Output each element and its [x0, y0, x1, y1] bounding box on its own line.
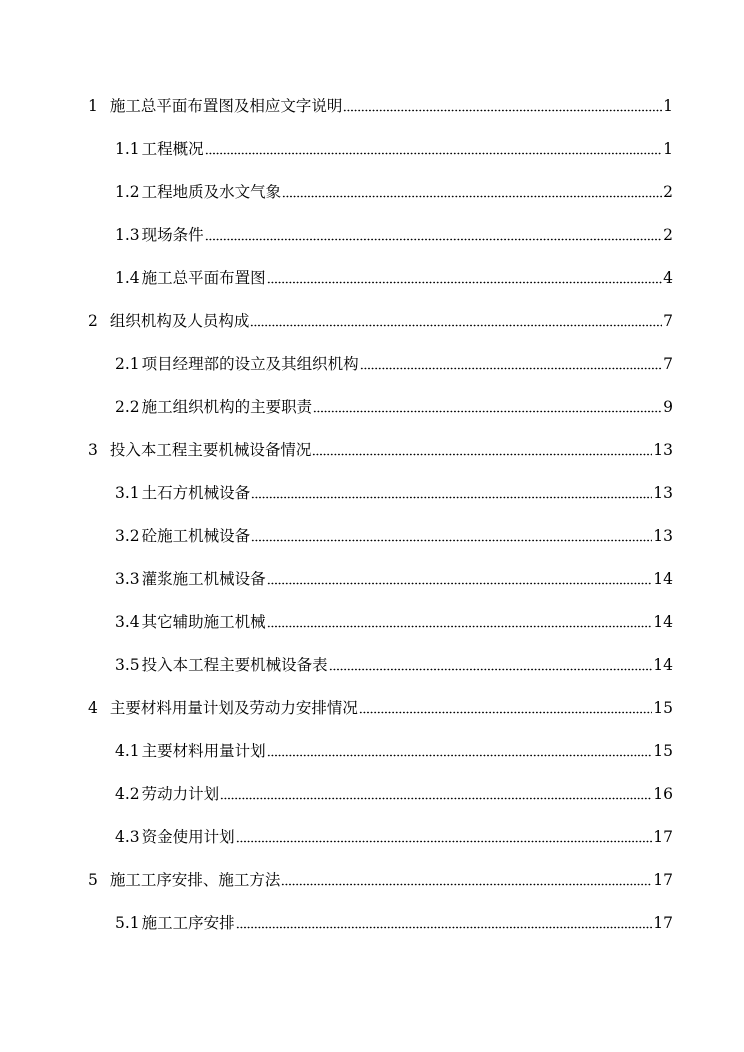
- toc-entry-number: 2: [88, 312, 98, 330]
- toc-entry-title: 灌浆施工机械设备: [141, 570, 266, 588]
- toc-entry-page: 2: [663, 183, 673, 201]
- toc-entry-number: 5.1: [115, 914, 140, 932]
- toc-dot-leader: [220, 797, 652, 800]
- toc-dot-leader: [251, 539, 652, 542]
- toc-dot-leader: [329, 668, 653, 671]
- toc-entry-page: 16: [653, 785, 673, 803]
- toc-entry-title: 施工组织机构的主要职责: [141, 398, 313, 416]
- toc-entry[interactable]: [88, 92, 673, 116]
- toc-entry-page: 13: [653, 527, 673, 545]
- toc-entry-number: 3.1: [115, 484, 140, 502]
- toc-entry-number: 3.3: [115, 570, 140, 588]
- toc-entry-page: 2: [663, 226, 673, 244]
- toc-entry-page: 17: [653, 871, 673, 889]
- toc-entry-number: 1.4: [115, 269, 140, 287]
- toc-entry-page: 14: [653, 656, 673, 674]
- toc-entry-page: 14: [653, 570, 673, 588]
- toc-entry-number: 1.3: [115, 226, 140, 244]
- toc-entry-number: 2.1: [115, 355, 140, 373]
- toc-entry-title: 资金使用计划: [141, 828, 235, 846]
- toc-entry-title: 施工工序安排、施工方法: [109, 871, 281, 889]
- toc-entry[interactable]: [115, 479, 673, 503]
- toc-entry[interactable]: [115, 823, 673, 847]
- toc-entry-title: 其它辅助施工机械: [141, 613, 266, 631]
- toc-entry-page: 4: [663, 269, 673, 287]
- toc-dot-leader: [282, 195, 662, 198]
- toc-entry-number: 1.2: [115, 183, 140, 201]
- toc-entry[interactable]: [115, 522, 673, 546]
- toc-dot-leader: [360, 367, 662, 370]
- toc-entry-page: 15: [653, 742, 673, 760]
- toc-entry-page: 7: [663, 355, 673, 373]
- toc-entry-number: 3.2: [115, 527, 140, 545]
- toc-entry[interactable]: [115, 264, 673, 288]
- toc-entry[interactable]: [115, 221, 673, 245]
- toc-dot-leader: [236, 926, 653, 929]
- toc-entry-number: 4: [88, 699, 98, 717]
- toc-entry-title: 投入本工程主要机械设备表: [141, 656, 328, 674]
- toc-dot-leader: [205, 238, 662, 241]
- toc-entry[interactable]: [115, 608, 673, 632]
- toc-entry-page: 15: [653, 699, 673, 717]
- toc-dot-leader: [205, 152, 662, 155]
- toc-entry-number: 5: [88, 871, 98, 889]
- toc-entry-title: 现场条件: [141, 226, 204, 244]
- toc-entry-number: 4.3: [115, 828, 140, 846]
- toc-dot-leader: [312, 453, 652, 456]
- toc-entry-number: 2.2: [115, 398, 140, 416]
- toc-dot-leader: [267, 582, 653, 585]
- toc-dot-leader: [267, 281, 662, 284]
- toc-dot-leader: [251, 496, 652, 499]
- toc-entry[interactable]: [88, 307, 673, 331]
- toc-dot-leader: [267, 754, 653, 757]
- toc-entry[interactable]: [115, 651, 673, 675]
- toc-entry-page: 17: [653, 914, 673, 932]
- toc-entry[interactable]: [115, 178, 673, 202]
- toc-entry-title: 组织机构及人员构成: [109, 312, 250, 330]
- toc-entry-title: 施工总平面布置图及相应文字说明: [109, 97, 343, 115]
- toc-entry-number: 3: [88, 441, 98, 459]
- toc-entry[interactable]: [88, 436, 673, 460]
- toc-entry[interactable]: [115, 135, 673, 159]
- toc-entry-page: 13: [653, 441, 673, 459]
- toc-entry[interactable]: [88, 694, 673, 718]
- toc-entry-page: 1: [663, 97, 673, 115]
- toc-entry[interactable]: [115, 565, 673, 589]
- toc-entry-title: 项目经理部的设立及其组织机构: [141, 355, 359, 373]
- toc-entry-title: 工程地质及水文气象: [141, 183, 282, 201]
- toc-entry-title: 工程概况: [141, 140, 204, 158]
- toc-entry-page: 1: [663, 140, 673, 158]
- toc-entry-page: 14: [653, 613, 673, 631]
- toc-entry[interactable]: [115, 393, 673, 417]
- toc-entry-title: 施工工序安排: [141, 914, 235, 932]
- toc-dot-leader: [343, 109, 662, 112]
- toc-dot-leader: [313, 410, 662, 413]
- toc-entry-title: 主要材料用量计划: [141, 742, 266, 760]
- toc-entry-title: 投入本工程主要机械设备情况: [109, 441, 312, 459]
- toc-dot-leader: [250, 324, 662, 327]
- toc-entry[interactable]: [115, 350, 673, 374]
- toc-entry-number: 1: [88, 97, 98, 115]
- toc-entry-page: 7: [663, 312, 673, 330]
- toc-entry-number: 3.5: [115, 656, 140, 674]
- toc-entry[interactable]: [115, 780, 673, 804]
- toc-entry[interactable]: [115, 737, 673, 761]
- toc-entry[interactable]: [88, 866, 673, 890]
- toc-entry-number: 3.4: [115, 613, 140, 631]
- toc-entry-title: 主要材料用量计划及劳动力安排情况: [109, 699, 358, 717]
- toc-entry-page: 13: [653, 484, 673, 502]
- toc-dot-leader: [281, 883, 652, 886]
- toc-entry-number: 4.1: [115, 742, 140, 760]
- toc-entry-title: 砼施工机械设备: [141, 527, 251, 545]
- toc-dot-leader: [236, 840, 653, 843]
- toc-dot-leader: [359, 711, 652, 714]
- toc-entry-title: 劳动力计划: [141, 785, 220, 803]
- toc-entry-page: 17: [653, 828, 673, 846]
- toc-entry-number: 4.2: [115, 785, 140, 803]
- toc-entry-title: 土石方机械设备: [141, 484, 251, 502]
- toc-entry-title: 施工总平面布置图: [141, 269, 266, 287]
- toc-dot-leader: [267, 625, 653, 628]
- toc-entry[interactable]: [115, 909, 673, 933]
- toc-entry-page: 9: [663, 398, 673, 416]
- toc-entry-number: 1.1: [115, 140, 140, 158]
